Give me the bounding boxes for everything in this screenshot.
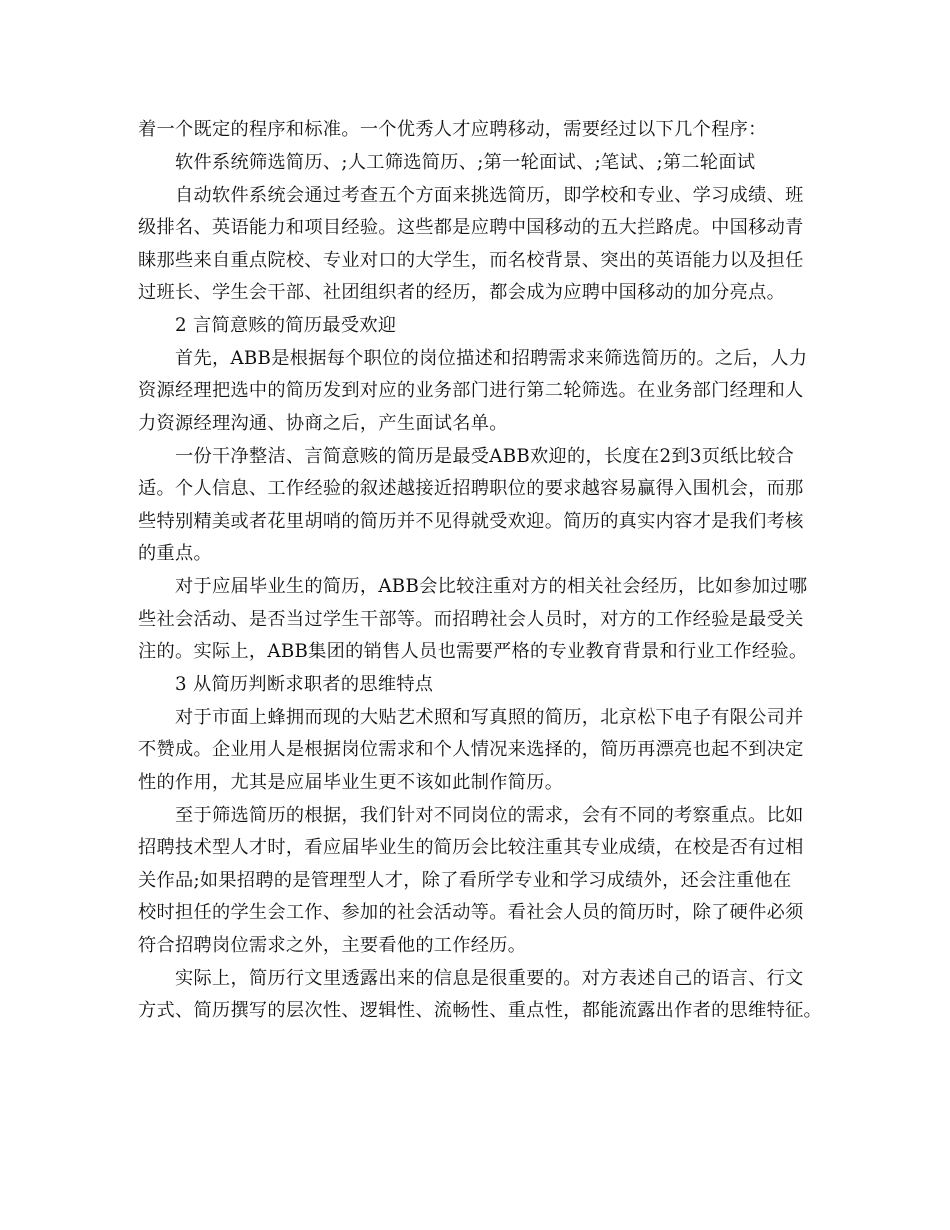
paragraph-line: 方式、简历撰写的层次性、逻辑性、流畅性、重点性，都能流露出作者的思维特征。 (138, 1000, 823, 1021)
paragraph-line: 着一个既定的程序和标准。一个优秀人才应聘移动，需要经过以下几个程序： (138, 119, 767, 140)
paragraph-line: 关作品;如果招聘的是管理型人才，除了看所学专业和学习成绩外，还会注重他在 (138, 870, 792, 891)
paragraph-line: 自动软件系统会通过考查五个方面来挑选简历，即学校和专业、学习成绩、班 (175, 185, 804, 206)
paragraph-line: 过班长、学生会干部、社团组织者的经历，都会成为应聘中国移动的加分亮点。 (138, 282, 786, 303)
paragraph-line: 实际上，简历行文里透露出来的信息是很重要的。对方表述自己的语言、行文 (175, 968, 804, 989)
paragraph-line: 招聘技术型人才时，看应届毕业生的简历会比较注重其专业成绩，在校是否有过相 (138, 837, 804, 858)
paragraph-line: 一份干净整洁、言简意赅的简历是最受ABB欢迎的，长度在2到3页纸比较合 (175, 446, 795, 467)
paragraph-line: 适。个人信息、工作经验的叙述越接近招聘职位的要求越容易赢得入围机会，而那 (138, 478, 804, 499)
paragraph-line: 力资源经理沟通、协商之后，产生面试名单。 (138, 413, 508, 434)
section-heading: 2 言简意赅的简历最受欢迎 (175, 315, 397, 336)
section-heading: 3 从简历判断求职者的思维特点 (175, 674, 434, 695)
paragraph-line: 的重点。 (138, 543, 212, 564)
paragraph-line: 不赞成。企业用人是根据岗位需求和个人情况来选择的，简历再漂亮也起不到决定 (138, 739, 804, 760)
paragraph-line: 资源经理把选中的简历发到对应的业务部门进行第二轮筛选。在业务部门经理和人 (138, 380, 804, 401)
paragraph-line: 对于应届毕业生的简历，ABB会比较注重对方的相关社会经历，比如参加过哪 (175, 576, 808, 597)
paragraph-line: 些特别精美或者花里胡哨的简历并不见得就受欢迎。简历的真实内容才是我们考核 (138, 511, 804, 532)
paragraph-line: 性的作用，尤其是应届毕业生更不该如此制作简历。 (138, 772, 564, 793)
paragraph-line: 符合招聘岗位需求之外，主要看他的工作经历。 (138, 935, 527, 956)
paragraph-line: 些社会活动、是否当过学生干部等。而招聘社会人员时，对方的工作经验是最受关 (138, 609, 804, 630)
paragraph-line: 至于筛选简历的根据，我们针对不同岗位的需求，会有不同的考察重点。比如 (175, 805, 804, 826)
paragraph-line: 睐那些来自重点院校、专业对口的大学生，而名校背景、突出的英语能力以及担任 (138, 250, 804, 271)
paragraph-line: 软件系统筛选简历、;人工筛选简历、;第一轮面试、;笔试、;第二轮面试 (175, 152, 756, 173)
paragraph-line: 首先，ABB是根据每个职位的岗位描述和招聘需求来筛选简历的。之后，人力 (175, 348, 808, 369)
paragraph-line: 校时担任的学生会工作、参加的社会活动等。看社会人员的简历时，除了硬件必须 (138, 902, 804, 923)
paragraph-line: 注的。实际上，ABB集团的销售人员也需要严格的专业教育背景和行业工作经验。 (138, 641, 808, 662)
paragraph-line: 对于市面上蜂拥而现的大贴艺术照和写真照的简历，北京松下电子有限公司并 (175, 707, 804, 728)
paragraph-line: 级排名、英语能力和项目经验。这些都是应聘中国移动的五大拦路虎。中国移动青 (138, 217, 804, 238)
